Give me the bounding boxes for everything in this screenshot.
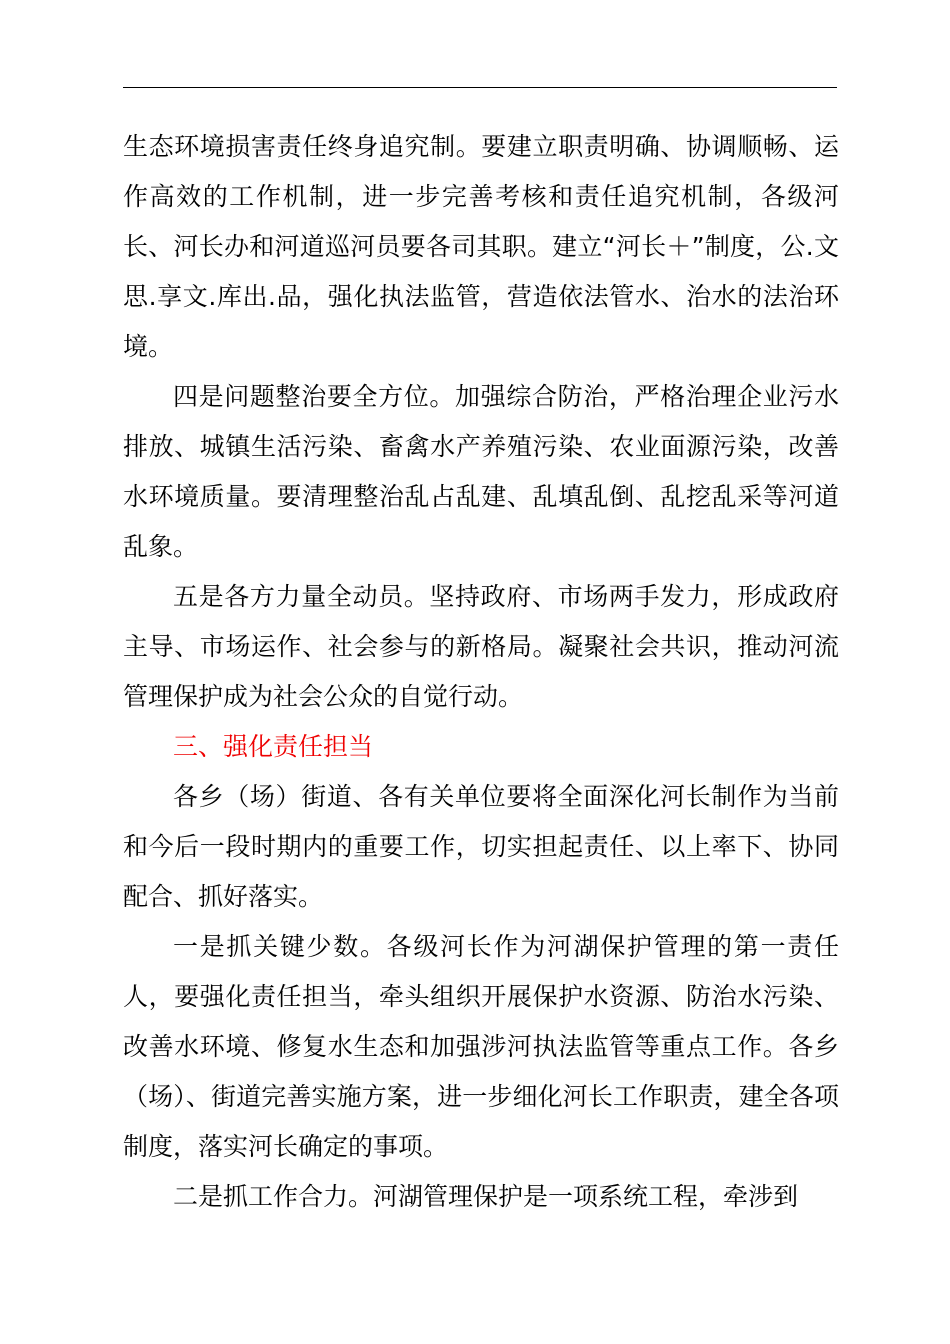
paragraph-point-one: 一是抓关键少数。各级河长作为河湖保护管理的第一责任人，要强化责任担当，牵头组织开展保护水资源、防治水污染、改善水环境、修复水生态和加强涉河执法监管等重点工作。各乡（场）、街道完善实施方案，进一步细化河长工作职责，建全各项制度，落实河长确定的事项。 [123, 932, 839, 1161]
paragraph-section-intro: 各乡（场）街道、各有关单位要将全面深化河长制作为当前和今后一段时期内的重要工作，切实担起责任、以上率下、协同配合、抓好落实。 [123, 782, 839, 911]
document-body [123, 122, 839, 1222]
section-heading: 三、强化责任担当 [173, 732, 374, 761]
paragraph-point-two: 二是抓工作合力。河湖管理保护是一项系统工程，牵涉到 [173, 1182, 799, 1211]
header-rule [123, 87, 837, 88]
paragraph-point-four: 四是问题整治要全方位。加强综合防治，严格治理企业污水排放、城镇生活污染、畜禽水产养殖污染、农业面源污染，改善水环境质量。要清理整治乱占乱建、乱填乱倒、乱挖乱采等河道乱象。 [123, 382, 839, 561]
paragraph-continuation: 生态环境损害责任终身追究制。要建立职责明确、协调顺畅、运作高效的工作机制，进一步完善考核和责任追究机制，各级河长、河长办和河道巡河员要各司其职。建立“河长＋”制度，公.文思.享文.库出.品，强化执法监管，营造依法管水、治水的法治环境。 [123, 132, 839, 361]
paragraph-point-five: 五是各方力量全动员。坚持政府、市场两手发力，形成政府主导、市场运作、社会参与的新格局。凝聚社会共识，推动河流管理保护成为社会公众的自觉行动。 [123, 582, 839, 711]
